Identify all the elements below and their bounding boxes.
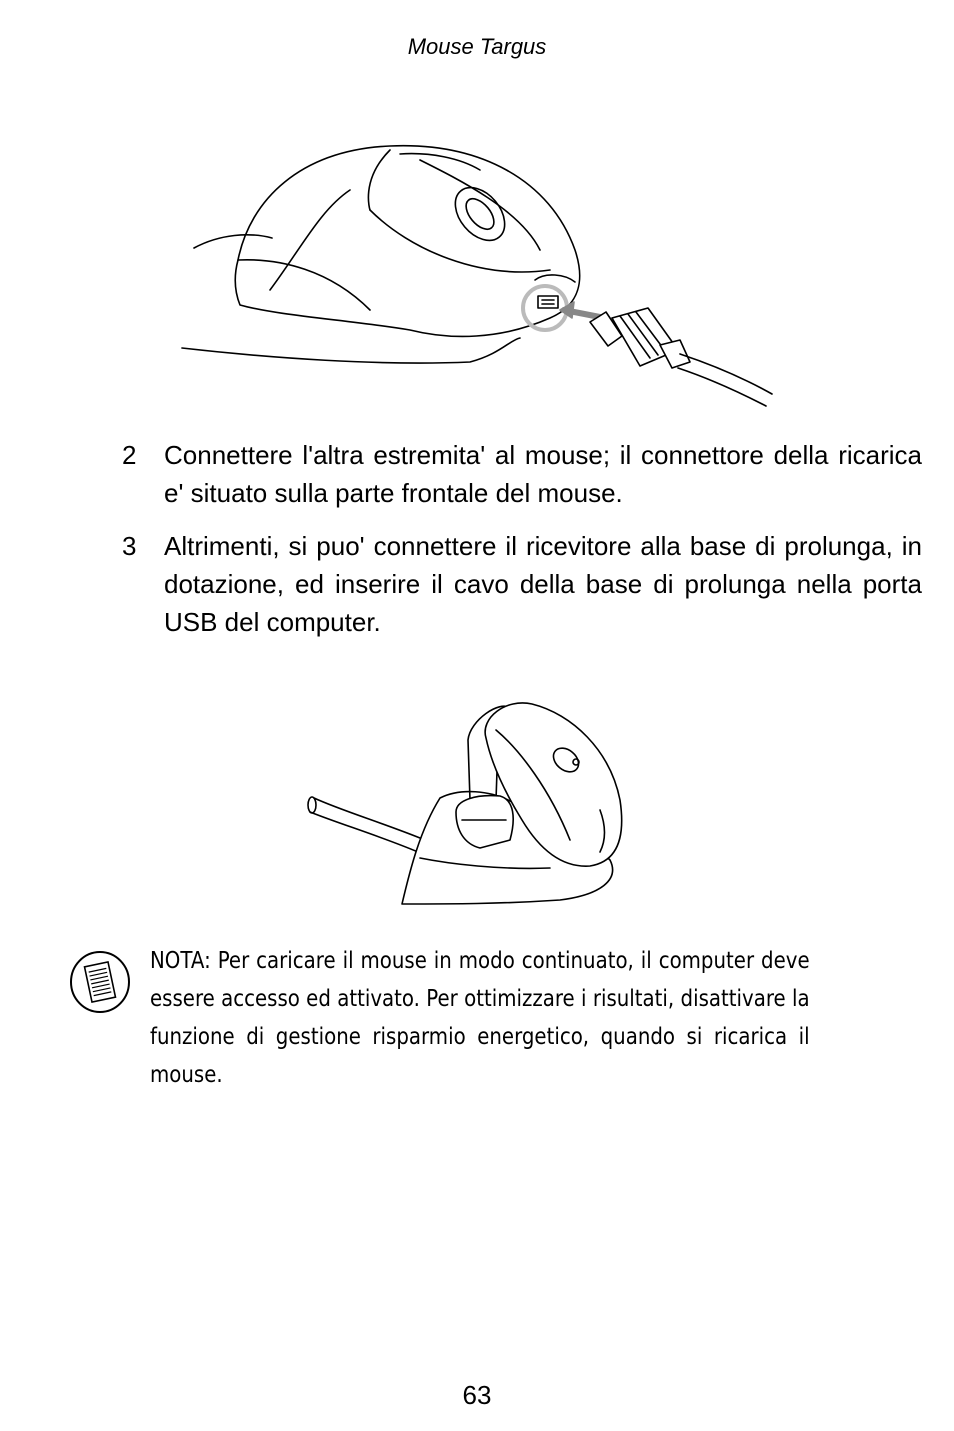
step-3 <box>122 527 922 641</box>
receiver-base-illustration <box>300 690 640 910</box>
step-number: 3 <box>122 531 137 561</box>
notepad-icon <box>68 950 132 1014</box>
mouse-cable-illustration <box>180 140 780 410</box>
step-2 <box>122 436 922 512</box>
note-text: NOTA: Per caricare il mouse in modo continuato, il computer deve essere accesso ed attivato. Per ottimizzare i risultati, disattivare la funzione di gestione risparmio energetico, quando si ricarica il mouse. <box>150 948 810 1088</box>
step-text: Connettere l'altra estremita' al mouse; il connettore della ricarica e' situato sulla parte frontale del mouse. <box>164 440 922 508</box>
running-header: Mouse Targus <box>407 34 547 59</box>
step-number: 2 <box>122 440 137 470</box>
step-text: Altrimenti, si puo' connettere il ricevitore alla base di prolunga, in dotazione, ed inserire il cavo della base di prolunga nella porta USB del computer. <box>164 531 922 637</box>
page-number: 63 <box>462 1380 492 1410</box>
